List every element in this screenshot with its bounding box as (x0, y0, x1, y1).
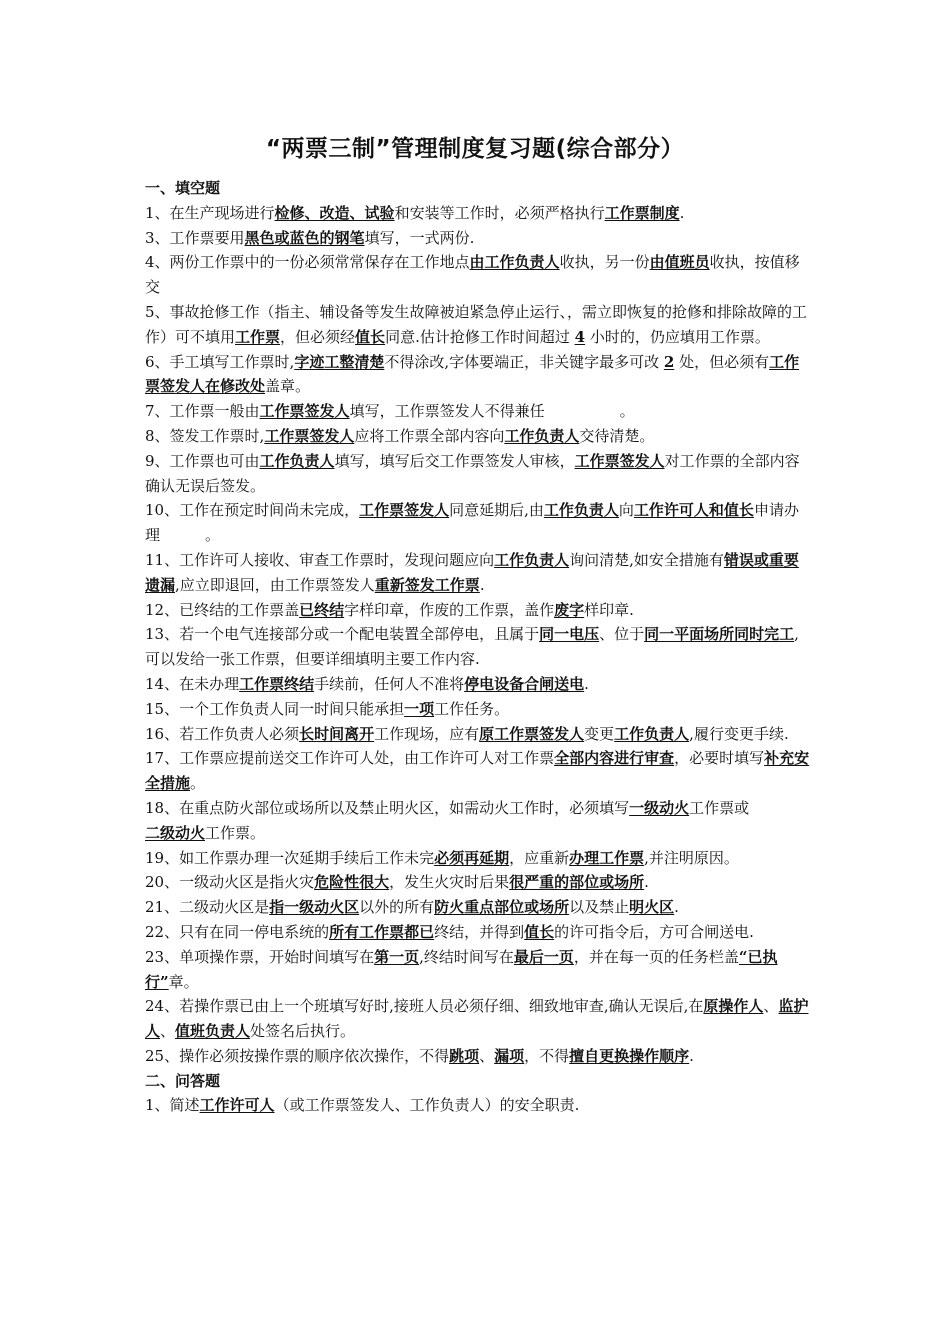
answer-text: 由值班员 (649, 253, 710, 272)
question-text: ,可以发给一张工作票，但要详细填明主要工作内容. (145, 625, 799, 669)
question-text: 9、工作票也可由 (145, 451, 260, 470)
question-text: 23、单项操作票，开始时间填写在 (145, 947, 375, 966)
answer-text: 错误或重要遗漏 (145, 550, 799, 594)
question-text: 应将工作票全部内容向 (354, 426, 505, 445)
question-paragraph (145, 201, 810, 226)
answer-text: 工作许可人和值长 (633, 501, 754, 520)
question-text: ，发生火灾时后果 (389, 873, 510, 892)
question-text: . (679, 203, 685, 222)
question-text: 手续前，任何人不准将 (314, 674, 465, 693)
section-heading-fill-blank: 一、填空题 (145, 179, 221, 197)
question-text: 7、工作票一般由 (145, 402, 260, 421)
answer-text: 补充安全措施 (145, 749, 810, 793)
answer-text: 漏项 (494, 1046, 525, 1065)
question-paragraph (145, 350, 810, 400)
answer-text: 一级动火 (629, 798, 690, 817)
question-text: 8、签发工作票时, (145, 426, 265, 445)
question-text: 申请办理 。 (145, 501, 799, 545)
question-paragraph (145, 449, 810, 499)
answer-text: 检修、改造、试验 (274, 203, 395, 222)
question-text: 以及禁止 (569, 898, 630, 917)
question-text: 、 (479, 1046, 495, 1065)
answer-text: 值长 (524, 922, 555, 941)
question-text: . (584, 674, 589, 693)
question-text: ,终结时间写在 (419, 947, 514, 966)
answer-text: 停电设备合闸送电 (464, 674, 585, 693)
question-paragraph (145, 945, 810, 995)
question-text: 终结，并得到 (434, 922, 525, 941)
question-text: 同意.估计抢修工作时间超过 (385, 327, 575, 346)
question-paragraph (145, 994, 810, 1044)
answer-text: 所有工作票都已 (329, 922, 435, 941)
answer-text: 擅自更换操作顺序 (569, 1046, 690, 1065)
question-text: 小时的，仍应填用工作票。 (585, 327, 770, 346)
answer-text: 工作票签发人 (264, 426, 355, 445)
question-text: 填写，填写后交工作票签发人审核， (334, 451, 575, 470)
question-text: ，应重新 (509, 848, 570, 867)
question-text: 1、简述 (145, 1096, 200, 1115)
question-paragraph (145, 697, 810, 722)
question-text: 收执，另一份 (559, 253, 650, 272)
question-text: 22、只有在同一停电系统的 (145, 922, 330, 941)
question-text: ,应立即退回，由工作票签发人 (175, 575, 375, 594)
answer-text: 长时间离开 (299, 724, 375, 743)
question-text: 对工作票的全部内容确认无误后签发。 (145, 451, 800, 495)
question-text: 20、一级动火区是指火灾 (145, 873, 315, 892)
answer-text: 很严重的部位或场所 (509, 873, 645, 892)
question-paragraph (145, 1044, 810, 1069)
answer-text: 工作负责人 (259, 451, 335, 470)
question-text: 填写，工作票签发人不得兼任 。 (349, 402, 635, 421)
answer-text: 由工作负责人 (469, 253, 560, 272)
answer-text: 已终结 (299, 600, 345, 619)
answer-text: 原工作票签发人 (479, 724, 585, 743)
answer-text: 办理工作票 (569, 848, 645, 867)
question-text: 工作票。 (205, 823, 266, 842)
answer-text: 废字 (554, 600, 585, 619)
question-text: 工作现场，应有 (374, 724, 480, 743)
answer-text: 明火区 (629, 898, 675, 917)
question-text: （或工作票签发人、工作负责人）的安全职责. (274, 1096, 580, 1115)
question-paragraph (145, 895, 810, 920)
question-text: 13、若一个电气连接部分或一个配电装置全部停电，且属于 (145, 625, 540, 644)
answer-text: 二级动火 (145, 823, 206, 842)
answer-text: 2 (663, 352, 675, 371)
question-text: 填写，一式两份. (364, 228, 475, 247)
answer-text: 跳项 (449, 1046, 480, 1065)
answer-text: 字迹工整清楚 (294, 352, 385, 371)
answer-text: 监护人 (145, 997, 809, 1041)
answer-text: 黑色或蓝色的钢笔 (244, 228, 365, 247)
question-text: ，并在每一页的任务栏盖 (573, 947, 739, 966)
answer-text: 4 (574, 327, 586, 346)
answer-text: 重新签发工作票 (374, 575, 480, 594)
question-text: 向 (618, 501, 634, 520)
page-title: “两票三制”管理制度复习题(综合部分） (265, 136, 685, 162)
answer-text: 值班负责人 (175, 1022, 251, 1041)
answer-text: 工作负责人 (543, 501, 619, 520)
answer-text: 工作票制度 (604, 203, 680, 222)
question-text: . (644, 873, 649, 892)
question-text: 工作票或 (689, 798, 750, 817)
question-paragraph (145, 424, 810, 449)
question-text: 章。 (168, 972, 199, 991)
question-text: ，必要时填写 (674, 749, 765, 768)
question-paragraph (145, 250, 810, 300)
document-body (145, 176, 810, 1118)
question-text: 同意延期后,由 (449, 501, 544, 520)
question-text: 处，但必须有 (674, 352, 770, 371)
question-text: 5、事故抢修工作（指主、辅设备等发生故障被迫紧急停止运行、，需立即恢复的抢修和排除故障的工作）可不填用 (145, 302, 808, 346)
answer-text: 工作许可人 (199, 1096, 275, 1115)
question-text: 、 (763, 997, 779, 1016)
question-paragraph (145, 672, 810, 697)
question-text: 3、工作票要用 (145, 228, 245, 247)
question-text: 变更 (584, 724, 615, 743)
answer-text: 全部内容进行审查 (554, 749, 675, 768)
question-text: 12、已终结的工作票盖 (145, 600, 300, 619)
question-text: 25、操作必须按操作票的顺序依次操作，不得 (145, 1046, 450, 1065)
answer-text: 工作票签发人 (574, 451, 665, 470)
question-text: 。 (190, 774, 206, 793)
question-text: . (479, 575, 485, 594)
question-text: 交待清楚。 (579, 426, 655, 445)
answer-text: 工作票签发人 (359, 501, 450, 520)
question-text: ,履行变更手续. (689, 724, 789, 743)
question-text: . (689, 1046, 694, 1065)
question-text: 和安装等工作时，必须严格执行 (394, 203, 605, 222)
question-paragraph (145, 548, 810, 598)
answer-text: 工作负责人 (494, 550, 570, 569)
answer-text: 指一级动火区 (269, 898, 360, 917)
question-paragraph (145, 920, 810, 945)
question-text: 4、两份工作票中的一份必须常常保存在工作地点 (145, 253, 470, 272)
answer-text: 值长 (355, 327, 386, 346)
answer-text: 同一平面场所同时完工 (644, 625, 795, 644)
question-paragraph (145, 498, 810, 548)
answer-text: 危险性很大 (314, 873, 390, 892)
question-text: 21、二级动火区是 (145, 898, 270, 917)
question-paragraph (145, 598, 810, 623)
question-text: ，不得 (524, 1046, 570, 1065)
question-text: 16、若工作负责人必须 (145, 724, 300, 743)
question-text: 字样印章，作废的工作票，盖作 (344, 600, 555, 619)
question-text: 的许可指令后，方可合闸送电. (554, 922, 754, 941)
question-paragraph (145, 722, 810, 747)
question-text: 14、在未办理 (145, 674, 240, 693)
question-paragraph (145, 846, 810, 871)
question-paragraph (145, 796, 810, 821)
question-text: 工作任务。 (434, 699, 510, 718)
question-text: . (674, 898, 679, 917)
answer-text: 工作负责人 (504, 426, 580, 445)
question-text: 18、在重点防火部位或场所以及禁止明火区，如需动火工作时，必须填写 (145, 798, 630, 817)
question-text: 24、若操作票已由上一个班填写好时,接班人员必须仔细、细致地审查,确认无误后,在 (145, 997, 704, 1016)
answer-text: 最后一页 (513, 947, 574, 966)
question-paragraph (145, 399, 810, 424)
question-text: 样印章. (584, 600, 634, 619)
answer-text: 工作票签发人 (259, 402, 350, 421)
question-text: 6、手工填写工作票时, (145, 352, 295, 371)
answer-text: 一项 (404, 699, 435, 718)
question-paragraph (145, 226, 810, 251)
section-heading-qa: 二、问答题 (145, 1071, 221, 1090)
question-text: 不得涂改,字体要端正，非关键字最多可改 (384, 352, 664, 371)
question-text: 1、在生产现场进行 (145, 203, 275, 222)
question-text: 15、一个工作负责人同一时间只能承担 (145, 699, 405, 718)
question-text: 处签名后执行。 (250, 1022, 356, 1041)
question-text: 11、工作许可人接收、审查工作票时，发现问题应向 (145, 550, 495, 569)
answer-text: 工作票终结 (239, 674, 315, 693)
answer-text: “已执行” (145, 947, 778, 991)
question-paragraph (145, 870, 810, 895)
question-text: 询问清楚,如安全措施有 (569, 550, 724, 569)
answer-text: 同一电压 (539, 625, 600, 644)
question-paragraph (145, 300, 810, 350)
answer-text: 第一页 (374, 947, 420, 966)
answer-text: 工作负责人 (614, 724, 690, 743)
question-paragraph (145, 622, 810, 672)
question-paragraph (145, 1093, 810, 1118)
question-text: ,并注明原因。 (644, 848, 739, 867)
answer-text: 工作票 (235, 327, 281, 346)
question-paragraph (145, 821, 810, 846)
question-text: 、 (160, 1022, 176, 1041)
answer-text: 防火重点部位或场所 (434, 898, 570, 917)
question-text: ，但必须经 (280, 327, 356, 346)
question-text: 收执，按值移交 (145, 253, 800, 297)
question-text: 17、工作票应提前送交工作许可人处，由工作许可人对工作票 (145, 749, 555, 768)
question-text: 10、工作在预定时间尚未完成， (145, 501, 360, 520)
answer-text: 工作票签发人在修改处 (145, 352, 800, 396)
question-text: 19、如工作票办理一次延期手续后工作未完 (145, 848, 435, 867)
answer-text: 必须再延期 (434, 848, 510, 867)
question-text: 盖章。 (265, 377, 311, 396)
question-paragraph (145, 746, 810, 796)
answer-text: 原操作人 (703, 997, 764, 1016)
question-text: 以外的所有 (359, 898, 435, 917)
question-text: 、位于 (599, 625, 645, 644)
